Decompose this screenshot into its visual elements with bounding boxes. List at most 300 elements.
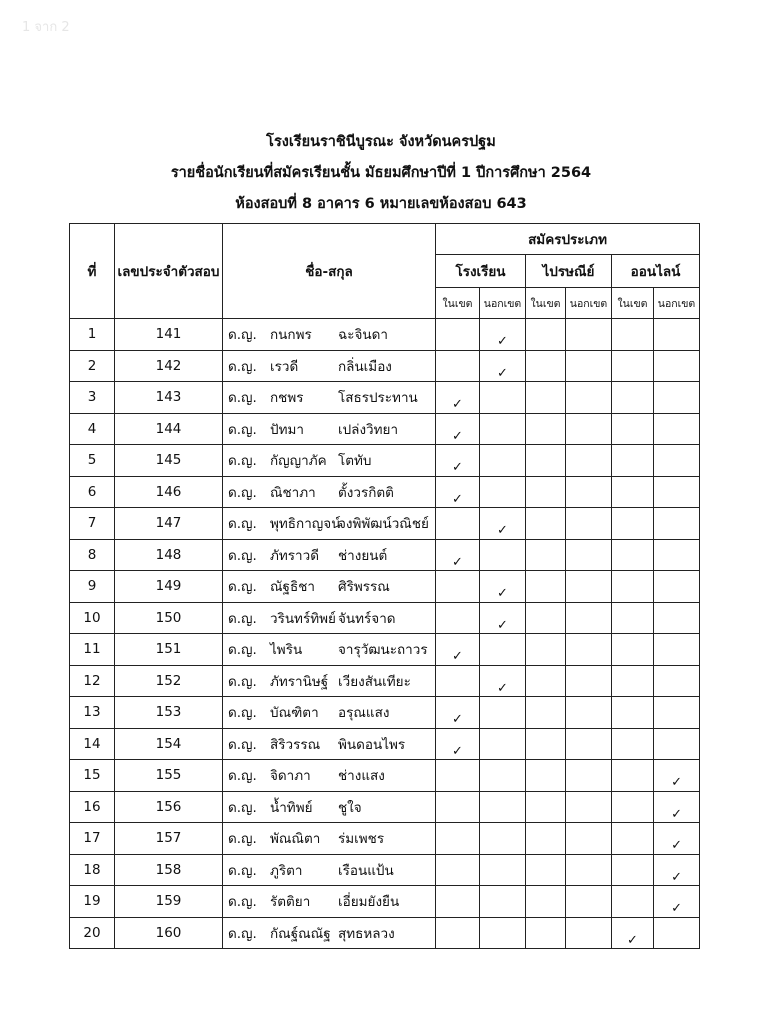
table-row [70,917,700,949]
cell-school-in [436,382,480,414]
first-name: ณัฐธิชา [270,579,315,596]
cell-school-in [436,791,480,823]
cell-school-out [480,539,526,571]
check-mark-icon: ✓ [671,775,682,791]
page-indicator: 1 จาก 2 [22,20,70,35]
cell-school-out [480,319,526,351]
header-post: ไปรษณีย์ [526,255,612,288]
cell-online-in [612,854,654,886]
cell-post-in [526,382,566,414]
cell-online-out [654,602,700,634]
table-row [70,413,700,445]
last-name: ฉะจินดา [338,327,388,344]
cell-post-out [566,823,612,855]
cell-school-in [436,917,480,949]
cell-school-out [480,728,526,760]
first-name: ภัทราวดี [270,547,319,564]
check-mark-icon: ✓ [452,491,463,507]
check-mark-icon: ✓ [497,680,508,696]
row-student-name [223,665,436,697]
row-no: 5 [70,445,115,477]
table-row [70,854,700,886]
cell-post-in [526,760,566,792]
cell-online-in [612,539,654,571]
cell-post-out [566,445,612,477]
name-prefix: ด.ญ. [228,516,257,533]
roster-body [70,319,700,949]
row-exam-id: 158 [115,854,223,886]
check-mark-icon: ✓ [452,712,463,728]
cell-post-in [526,539,566,571]
cell-school-in [436,697,480,729]
cell-post-in [526,665,566,697]
check-mark-icon: ✓ [671,901,682,917]
row-student-name [223,476,436,508]
first-name: ปัทมา [270,421,304,438]
cell-online-out [654,697,700,729]
row-student-name [223,854,436,886]
cell-online-out [654,854,700,886]
row-no: 19 [70,886,115,918]
cell-school-in [436,665,480,697]
row-no: 8 [70,539,115,571]
check-mark-icon: ✓ [452,460,463,476]
cell-post-out [566,350,612,382]
row-student-name [223,382,436,414]
exam-room-title: ห้องสอบที่ 8 อาคาร 6 หมายเลขห้องสอบ 643 [235,196,527,212]
last-name: ช่างแสง [338,768,385,785]
last-name: ตั้งวรกิตติ [338,484,394,501]
row-exam-id: 150 [115,602,223,634]
cell-online-out [654,917,700,949]
name-prefix: ด.ญ. [228,736,257,753]
cell-school-out [480,665,526,697]
cell-post-out [566,413,612,445]
cell-post-out [566,854,612,886]
cell-school-out [480,508,526,540]
row-exam-id: 155 [115,760,223,792]
cell-school-in [436,476,480,508]
cell-online-in [612,445,654,477]
check-mark-icon: ✓ [452,743,463,759]
cell-post-out [566,476,612,508]
last-name: อรุณแสง [338,705,390,722]
school-title: โรงเรียนราชินีบูรณะ จังหวัดนครปฐม [266,134,496,150]
first-name: จิดาภา [270,768,311,785]
row-student-name [223,445,436,477]
check-mark-icon: ✓ [671,869,682,885]
first-name: รัตติยา [270,894,311,911]
first-name: ภูริตา [270,862,303,879]
cell-online-in [612,634,654,666]
cell-post-out [566,791,612,823]
cell-school-in [436,508,480,540]
name-prefix: ด.ญ. [228,925,257,942]
header-exam-id: เลขประจำตัวสอบ [115,224,223,319]
table-row [70,634,700,666]
cell-online-out [654,539,700,571]
row-exam-id: 145 [115,445,223,477]
cell-school-out [480,791,526,823]
cell-online-out [654,319,700,351]
row-student-name [223,319,436,351]
cell-online-in [612,571,654,603]
last-name: เวียงสันเทียะ [338,673,411,690]
cell-school-out [480,760,526,792]
cell-post-in [526,319,566,351]
name-prefix: ด.ญ. [228,642,257,659]
document-header [0,127,762,220]
last-name: เรือนแป้น [338,862,394,879]
table-row [70,728,700,760]
cell-post-in [526,823,566,855]
cell-online-in [612,319,654,351]
cell-school-in [436,445,480,477]
cell-online-in [612,476,654,508]
row-student-name [223,760,436,792]
cell-school-in [436,823,480,855]
name-prefix: ด.ญ. [228,327,257,344]
row-no: 7 [70,508,115,540]
header-online: ออนไลน์ [612,255,700,288]
last-name: โตทับ [338,453,372,470]
name-prefix: ด.ญ. [228,894,257,911]
first-name: พุทธิกาญจน์ [270,516,341,533]
cell-post-out [566,728,612,760]
first-name: กชพร [270,390,304,407]
cell-post-in [526,917,566,949]
row-exam-id: 159 [115,886,223,918]
table-row [70,508,700,540]
row-exam-id: 157 [115,823,223,855]
first-name: ณิชาภา [270,484,316,501]
row-no: 12 [70,665,115,697]
table-row [70,791,700,823]
cell-online-out [654,413,700,445]
row-student-name [223,539,436,571]
table-row [70,665,700,697]
cell-school-out [480,445,526,477]
cell-post-out [566,539,612,571]
last-name: กลิ่นเมือง [338,358,392,375]
cell-post-in [526,445,566,477]
cell-online-in [612,697,654,729]
row-exam-id: 160 [115,917,223,949]
cell-school-in [436,760,480,792]
row-student-name [223,413,436,445]
name-prefix: ด.ญ. [228,358,257,375]
first-name: กัณฐ์ณณัฐ [270,925,331,942]
row-exam-id: 146 [115,476,223,508]
header-school-out: นอกเขต [480,288,526,319]
check-mark-icon: ✓ [452,554,463,570]
cell-online-out [654,728,700,760]
cell-online-out [654,382,700,414]
row-no: 11 [70,634,115,666]
cell-school-in [436,602,480,634]
cell-post-out [566,602,612,634]
row-no: 6 [70,476,115,508]
cell-post-in [526,697,566,729]
check-mark-icon: ✓ [671,838,682,854]
cell-online-out [654,476,700,508]
row-student-name [223,602,436,634]
name-prefix: ด.ญ. [228,579,257,596]
name-prefix: ด.ญ. [228,610,257,627]
cell-online-in [612,760,654,792]
table-row [70,350,700,382]
header-school-in: ในเขต [436,288,480,319]
row-no: 18 [70,854,115,886]
first-name: วรินทร์ทิพย์ [270,610,336,627]
row-no: 17 [70,823,115,855]
cell-online-out [654,445,700,477]
row-student-name [223,508,436,540]
check-mark-icon: ✓ [452,428,463,444]
row-no: 16 [70,791,115,823]
header-no: ที่ [70,224,115,319]
first-name: กนกพร [270,327,312,344]
header-online-in: ในเขต [612,288,654,319]
table-row [70,886,700,918]
cell-online-out [654,508,700,540]
cell-online-in [612,382,654,414]
last-name: ร่มเพชร [338,831,385,848]
cell-post-out [566,571,612,603]
cell-school-in [436,539,480,571]
cell-school-in [436,413,480,445]
last-name: เอี่ยมยังยืน [338,894,400,911]
table-row [70,697,700,729]
cell-school-out [480,697,526,729]
cell-post-out [566,760,612,792]
cell-post-out [566,382,612,414]
cell-post-in [526,886,566,918]
row-student-name [223,917,436,949]
row-student-name [223,350,436,382]
cell-online-in [612,728,654,760]
cell-school-in [436,319,480,351]
check-mark-icon: ✓ [497,334,508,350]
row-no: 13 [70,697,115,729]
row-student-name [223,697,436,729]
cell-post-out [566,697,612,729]
row-exam-id: 148 [115,539,223,571]
first-name: ภัทรานิษฐ์ [270,673,329,690]
row-student-name [223,634,436,666]
header-school: โรงเรียน [436,255,526,288]
table-row [70,602,700,634]
row-no: 4 [70,413,115,445]
cell-online-out [654,886,700,918]
cell-post-out [566,634,612,666]
first-name: พัณณิตา [270,831,321,848]
cell-school-out [480,886,526,918]
table-row [70,319,700,351]
last-name: ชูใจ [338,799,362,816]
check-mark-icon: ✓ [452,649,463,665]
cell-school-out [480,571,526,603]
table-row [70,539,700,571]
row-student-name [223,728,436,760]
cell-post-in [526,854,566,886]
table-row [70,571,700,603]
last-name: พินดอนไพร [338,736,406,753]
row-student-name [223,886,436,918]
table-row [70,760,700,792]
row-no: 15 [70,760,115,792]
cell-school-out [480,382,526,414]
check-mark-icon: ✓ [497,365,508,381]
cell-online-in [612,917,654,949]
last-name: ช่างยนต์ [338,547,388,564]
first-name: เรวดี [270,358,299,375]
cell-post-in [526,508,566,540]
row-no: 9 [70,571,115,603]
cell-online-out [654,823,700,855]
row-exam-id: 149 [115,571,223,603]
last-name: จงพิพัฒน์วณิชย์ [338,516,429,533]
row-exam-id: 156 [115,791,223,823]
row-exam-id: 142 [115,350,223,382]
header-post-in: ในเขต [526,288,566,319]
name-prefix: ด.ญ. [228,673,257,690]
cell-school-out [480,917,526,949]
first-name: บัณฑิตา [270,705,319,722]
row-no: 2 [70,350,115,382]
cell-school-out [480,350,526,382]
cell-online-in [612,508,654,540]
name-prefix: ด.ญ. [228,768,257,785]
last-name: โสธรประทาน [338,390,418,407]
cell-school-in [436,571,480,603]
cell-school-in [436,886,480,918]
student-roster-table [69,223,700,949]
cell-school-out [480,602,526,634]
cell-online-in [612,823,654,855]
table-row [70,823,700,855]
list-title: รายชื่อนักเรียนที่สมัครเรียนชั้น มัธยมศึกษาปีที่ 1 ปีการศึกษา 2564 [170,165,592,181]
header-post-out: นอกเขต [566,288,612,319]
cell-online-out [654,350,700,382]
check-mark-icon: ✓ [497,617,508,633]
cell-online-in [612,665,654,697]
last-name: สุทธหลวง [338,925,395,942]
cell-school-out [480,413,526,445]
cell-online-out [654,665,700,697]
cell-school-in [436,634,480,666]
row-exam-id: 154 [115,728,223,760]
cell-post-in [526,571,566,603]
cell-school-out [480,854,526,886]
cell-online-out [654,571,700,603]
cell-online-out [654,634,700,666]
last-name: จารุวัฒนะถาวร [338,642,428,659]
check-mark-icon: ✓ [497,523,508,539]
cell-school-out [480,634,526,666]
cell-school-in [436,854,480,886]
row-exam-id: 143 [115,382,223,414]
table-row [70,476,700,508]
name-prefix: ด.ญ. [228,547,257,564]
cell-school-in [436,728,480,760]
check-mark-icon: ✓ [497,586,508,602]
name-prefix: ด.ญ. [228,862,257,879]
name-prefix: ด.ญ. [228,799,257,816]
check-mark-icon: ✓ [452,397,463,413]
row-exam-id: 152 [115,665,223,697]
row-no: 1 [70,319,115,351]
header-name: ชื่อ-สกุล [223,224,436,319]
name-prefix: ด.ญ. [228,453,257,470]
cell-post-in [526,476,566,508]
cell-post-out [566,886,612,918]
header-online-out: นอกเขต [654,288,700,319]
row-no: 10 [70,602,115,634]
cell-post-in [526,413,566,445]
cell-school-out [480,476,526,508]
first-name: สิริวรรณ [270,736,321,753]
name-prefix: ด.ญ. [228,484,257,501]
cell-school-in [436,350,480,382]
row-student-name [223,823,436,855]
row-exam-id: 147 [115,508,223,540]
row-student-name [223,571,436,603]
row-exam-id: 153 [115,697,223,729]
first-name: กัญญาภัค [270,453,327,470]
row-exam-id: 144 [115,413,223,445]
last-name: ศิริพรรณ [338,579,390,596]
last-name: จันทร์จาด [338,610,396,627]
row-no: 14 [70,728,115,760]
first-name: น้ำทิพย์ [270,799,313,816]
row-exam-id: 141 [115,319,223,351]
first-name: ไพริน [270,642,303,659]
cell-online-out [654,760,700,792]
last-name: เปล่งวิทยา [338,421,399,438]
row-student-name [223,791,436,823]
row-no: 3 [70,382,115,414]
header-application-type: สมัครประเภท [436,224,700,255]
cell-post-in [526,728,566,760]
cell-post-out [566,917,612,949]
cell-online-out [654,791,700,823]
cell-post-out [566,319,612,351]
table-row [70,382,700,414]
row-exam-id: 151 [115,634,223,666]
check-mark-icon: ✓ [627,932,638,948]
cell-post-in [526,350,566,382]
table-row [70,445,700,477]
name-prefix: ด.ญ. [228,705,257,722]
cell-post-out [566,508,612,540]
cell-post-out [566,665,612,697]
cell-post-in [526,634,566,666]
cell-post-in [526,602,566,634]
row-no: 20 [70,917,115,949]
cell-online-in [612,602,654,634]
cell-online-in [612,886,654,918]
name-prefix: ด.ญ. [228,831,257,848]
name-prefix: ด.ญ. [228,390,257,407]
name-prefix: ด.ญ. [228,421,257,438]
check-mark-icon: ✓ [671,806,682,822]
cell-post-in [526,791,566,823]
cell-online-in [612,413,654,445]
cell-online-in [612,350,654,382]
cell-online-in [612,791,654,823]
cell-school-out [480,823,526,855]
